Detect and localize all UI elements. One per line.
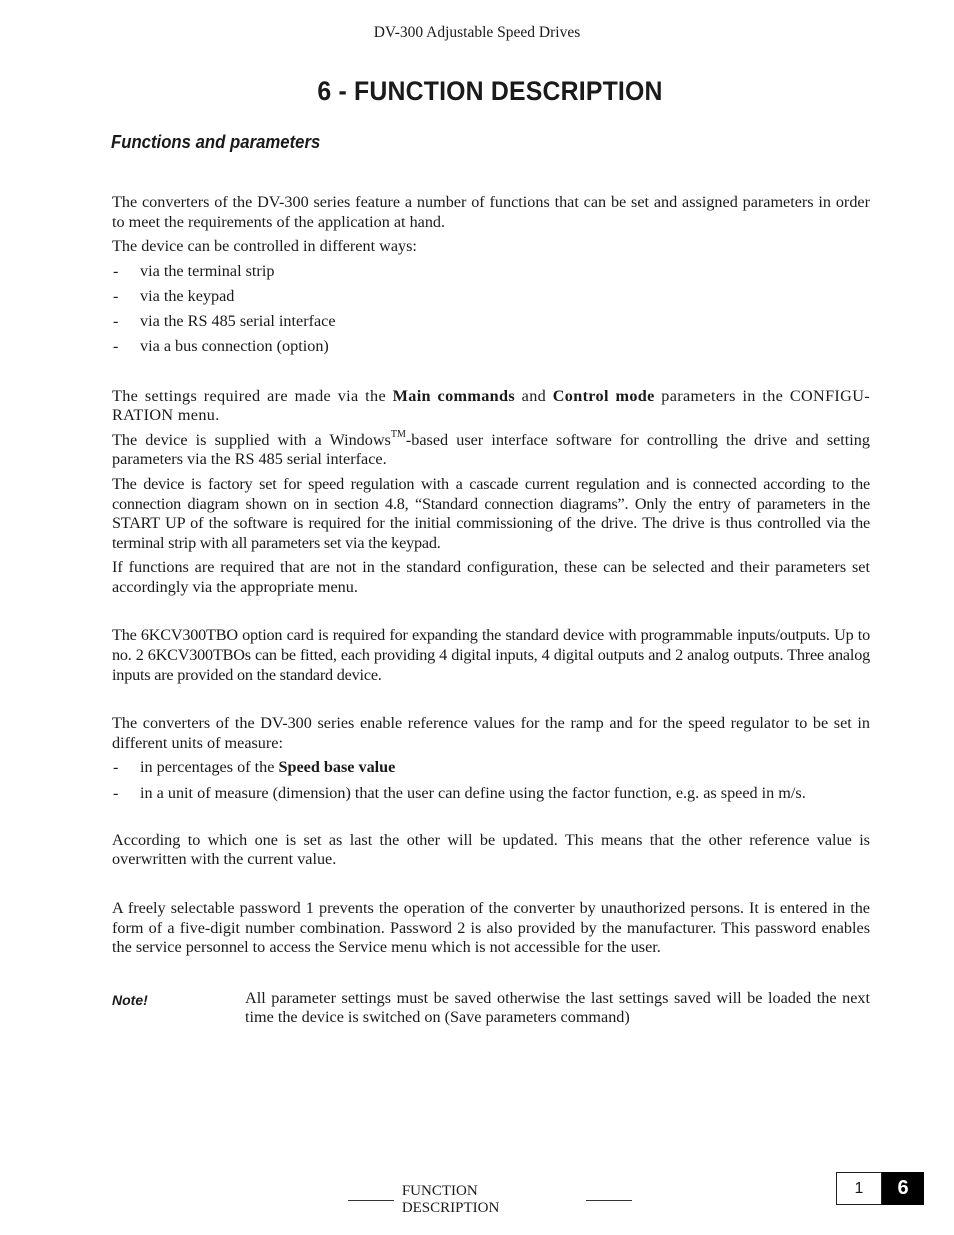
footer-rule-right [586, 1200, 632, 1201]
factory-setting-paragraph: The device is factory set for speed regulation with a cascade current regulation and is connected according to the connection diagram shown on in section 4.8, “Standard connection diagrams”. Only the entry of parameters in the START UP of the software is required for the initial commissioning of the drive. The drive is thus controlled via the terminal strip with all parameters set via the keypad. [112, 474, 870, 552]
list-dash: - [113, 337, 119, 356]
list-dash: - [113, 783, 119, 802]
chapter-title: 6 - FUNCTION DESCRIPTION [317, 76, 663, 106]
footer-label: FUNCTION DESCRIPTION [401, 1183, 500, 1216]
spacer [112, 690, 870, 714]
footer [340, 1183, 640, 1217]
spacer [112, 363, 870, 387]
spacer [112, 963, 870, 985]
units-paragraph: The converters of the DV-300 series enable reference values for the ramp and for the speed regulator to be set in different units of measure: [112, 714, 870, 752]
control-ways-intro: The device can be controlled in different ways: [112, 237, 417, 256]
list-item: - via the terminal strip [113, 261, 275, 280]
list-item: - via the keypad [113, 286, 235, 305]
note-block [112, 989, 870, 1028]
chapter-tab: 6 [882, 1172, 924, 1205]
trademark-mark: TM [390, 429, 406, 441]
section-title: Functions and parameters [111, 132, 321, 152]
spacer [112, 809, 870, 831]
settings-paragraph: The settings required are made via the Main commands and Control mode parameters in the CONFIGU-RATION menu. [112, 386, 870, 425]
optional-functions-paragraph: If functions are required that are not in the standard configuration, these can be selected and their parameters set accordingly via the appropriate menu. [112, 558, 870, 596]
spacer [112, 602, 870, 626]
footer-rule-left [348, 1200, 394, 1201]
list-dash: - [113, 261, 119, 280]
note-label: Note! [112, 991, 148, 1008]
list-item: - via the RS 485 serial interface [113, 312, 336, 331]
spacer [112, 875, 870, 899]
update-paragraph: According to which one is set as last the other will be updated. This means that the other reference value is overwritten with the current value. [112, 830, 870, 869]
list-item: - in a unit of measure (dimension) that the user can define using the factor function, e.g. as speed in m/s. [113, 783, 806, 802]
intro-paragraph: The converters of the DV-300 series feature a number of functions that can be set and assigned parameters in order to meet the requirements of the application at hand. [112, 193, 870, 231]
software-paragraph: The device is supplied with a Windows™-based user interface software for controlling the drive and setting parameters via the RS 485 serial interface. [112, 429, 870, 469]
running-header: DV-300 Adjustable Speed Drives [373, 24, 581, 41]
control-mode-term: Control mode [552, 386, 655, 405]
list-dash: - [113, 312, 119, 331]
page-number: 1 [836, 1172, 882, 1205]
list-item: - in percentages of the Speed base value [113, 758, 396, 777]
note-text: All parameter settings must be saved otherwise the last settings saved will be loaded the next time the device is switched on (Save parameters command) [245, 988, 870, 1027]
option-card-paragraph: The 6KCV300TBO option card is required for expanding the standard device with programmable inputs/outputs. Up to no. 2 6KCV300TBOs can be fitted, each providing 4 digital inputs, 4 digital outputs and 2 analog outputs. Three analog inputs are provided on the standard device. [112, 626, 870, 684]
main-commands-term: Main commands [392, 386, 516, 405]
list-item: - via a bus connection (option) [113, 337, 329, 356]
body-content [112, 193, 870, 1028]
list-dash: - [113, 758, 119, 777]
control-ways-list [112, 262, 870, 357]
speed-base-value-term: Speed base value [278, 758, 396, 777]
password-paragraph: A freely selectable password 1 prevents the operation of the converter by unauthorized persons. It is entered in the form of a five-digit number combination. Password 2 is also provided by the manufacturer. This password enables the service personnel to access the Service menu which is not accessible for the user. [112, 899, 870, 957]
list-dash: - [113, 286, 119, 305]
units-list [112, 758, 870, 803]
